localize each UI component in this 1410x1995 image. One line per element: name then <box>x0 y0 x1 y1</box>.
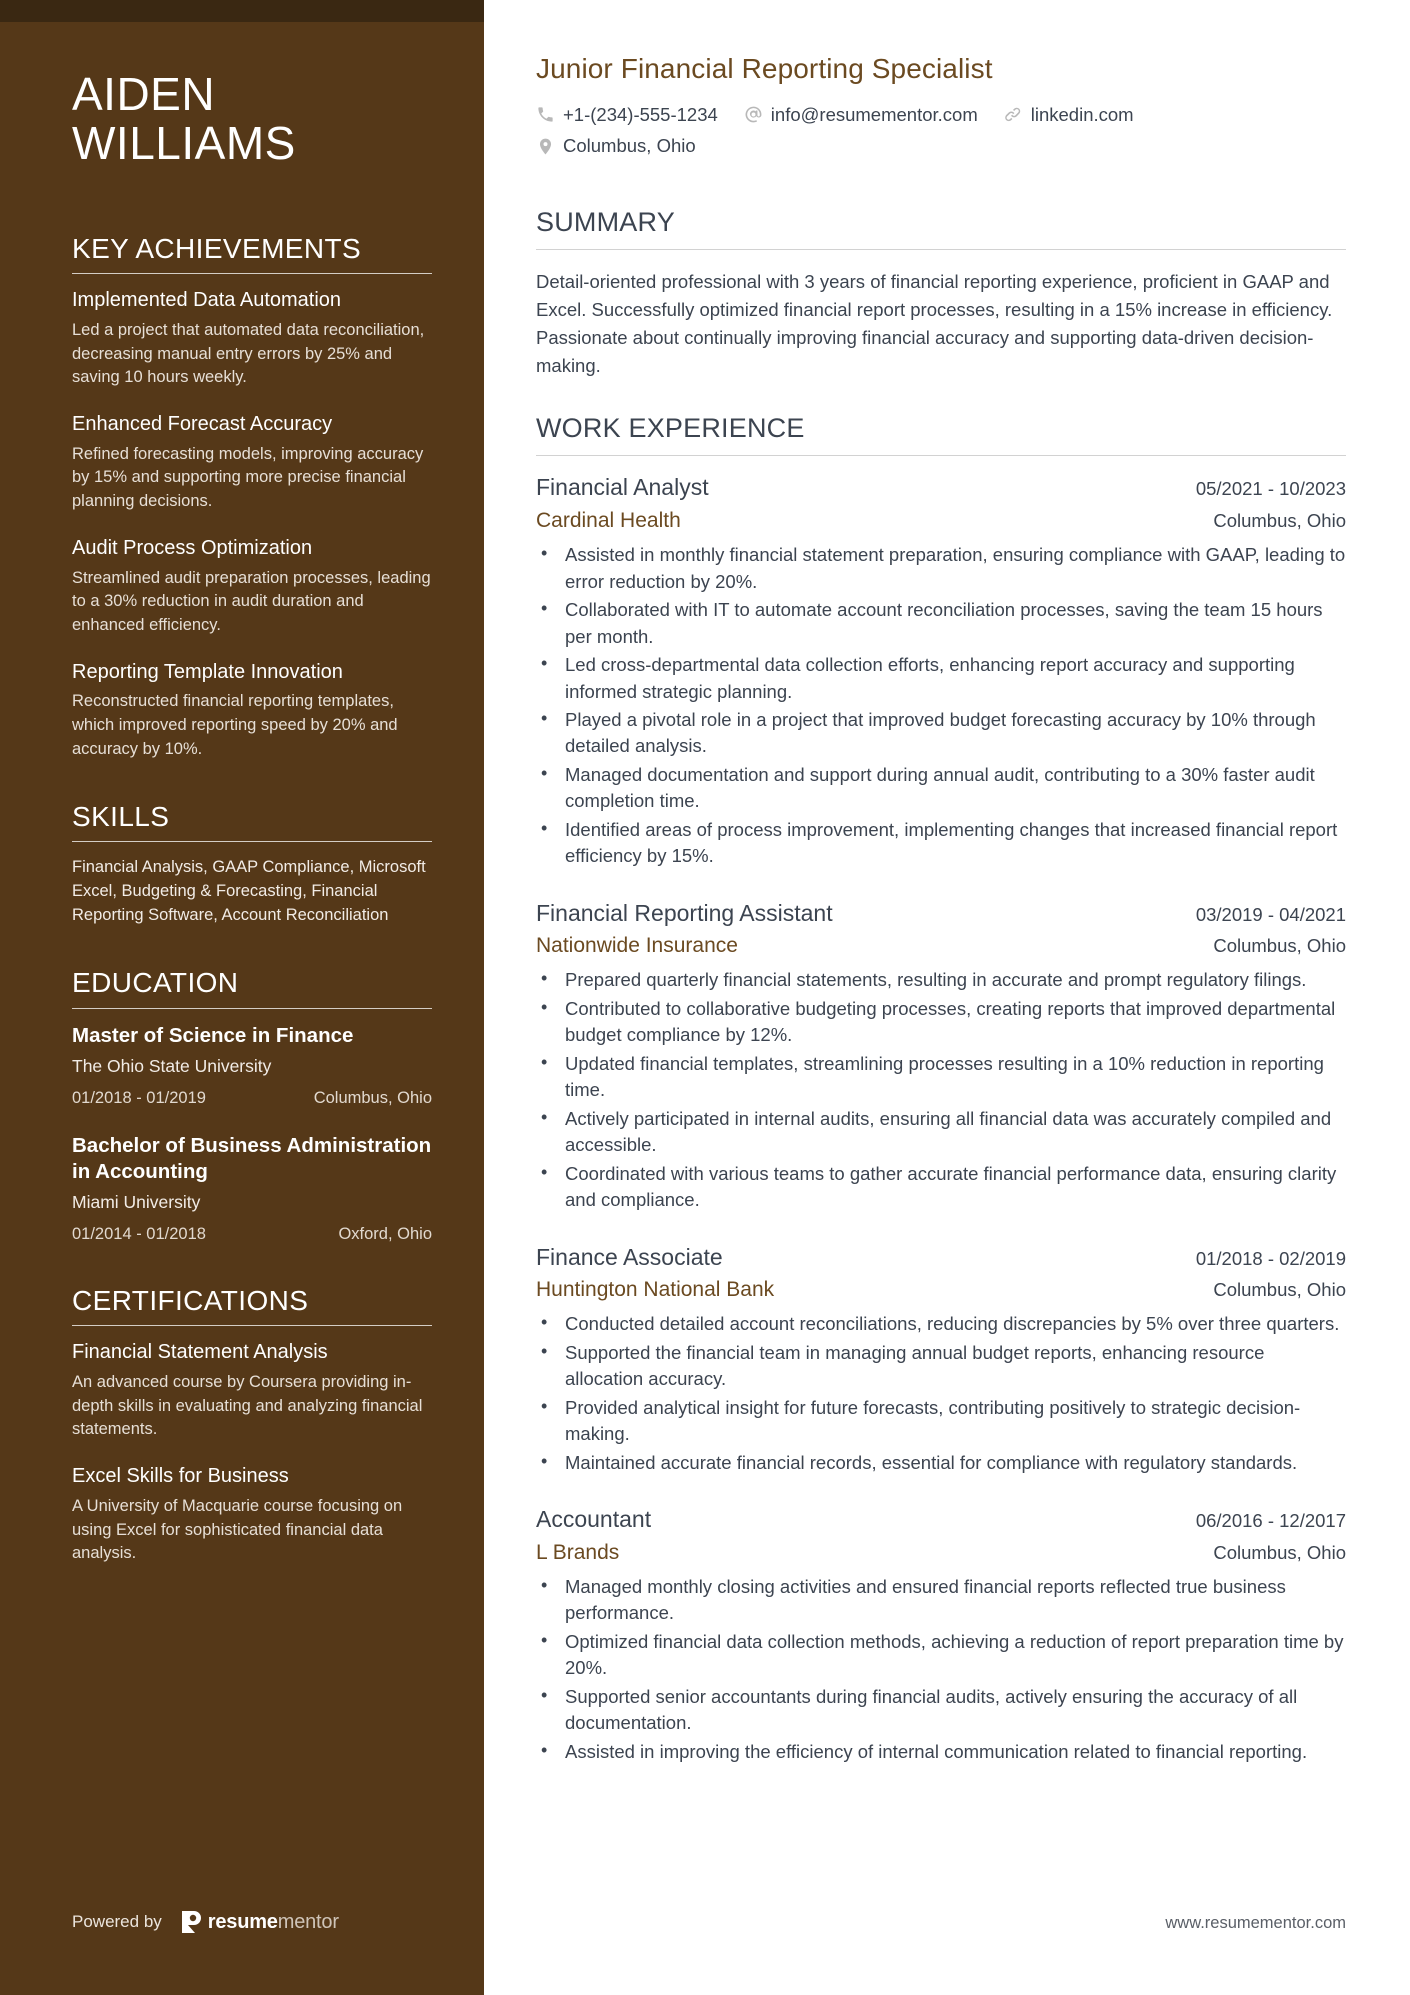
achievement-description: Refined forecasting models, improving accuracy by 15% and supporting more precise financial planning decisions. <box>72 444 424 511</box>
brand-bold-text: resume <box>207 1911 278 1933</box>
skills-list: Financial Analysis, GAAP Compliance, Microsoft Excel, Budgeting & Forecasting, Financial Reporting Software, Account Reconciliation <box>72 858 426 924</box>
skills-heading: SKILLS <box>72 800 170 832</box>
candidate-name <box>72 70 432 168</box>
experience-bullet: • Collaborated with IT to automate account reconciliation processes, saving the team 15 hours per month. <box>536 597 1346 650</box>
contact-phone[interactable] <box>536 102 718 128</box>
education-heading: EDUCATION <box>72 966 239 998</box>
sidebar <box>0 0 484 1995</box>
experience-company-row <box>536 1540 1346 1565</box>
sidebar-top-strip <box>0 0 484 22</box>
link-icon <box>1004 105 1023 124</box>
experience-bullet: • Contributed to collaborative budgeting processes, creating reports that improved departmental budget compliance by 12%. <box>536 996 1346 1049</box>
education-dates: 01/2014 - 01/2018 <box>72 1225 206 1244</box>
experience-bullet: • Played a pivotal role in a project that improved budget forecasting accuracy by 10% through detailed analysis. <box>536 707 1346 760</box>
experience-bullets <box>536 1311 1346 1476</box>
achievement-title: Audit Process Optimization <box>72 536 313 559</box>
achievement-description: Streamlined audit preparation processes, leading to a 30% reduction in audit duration and enhanced efficiency. <box>72 568 431 635</box>
experience-bullet: • Provided analytical insight for future forecasts, contributing positively to strategic decision-making. <box>536 1395 1346 1448</box>
experience-role: Financial Analyst <box>536 474 709 501</box>
experience-bullet: • Assisted in improving the efficiency of internal communication related to financial reporting. <box>536 1739 1346 1765</box>
certifications-heading: CERTIFICATIONS <box>72 1284 309 1316</box>
experience-company-row <box>536 1277 1346 1302</box>
section-education <box>72 968 432 1246</box>
contact-info <box>536 102 1346 160</box>
website-footer: www.resumementor.com <box>1165 1914 1346 1932</box>
section-skills <box>72 802 432 928</box>
work-experience-divider <box>536 455 1346 456</box>
contact-phone-value: +1-(234)-555-1234 <box>563 103 718 125</box>
section-work-experience <box>536 413 1346 1765</box>
key-achievements-divider <box>72 273 432 274</box>
experience-company: L Brands <box>536 1540 620 1564</box>
certifications-divider <box>72 1325 432 1326</box>
contact-email-value: info@resumementor.com <box>770 103 978 125</box>
experience-location: Columbus, Ohio <box>1213 1541 1346 1563</box>
education-school: Miami University <box>72 1192 201 1213</box>
phone-icon <box>536 105 555 124</box>
work-experience-heading: WORK EXPERIENCE <box>536 413 805 444</box>
achievement-description: Led a project that automated data reconciliation, decreasing manual entry errors by 25% and saving 10 hours weekly. <box>72 320 425 387</box>
achievement-item <box>72 412 432 514</box>
education-location: Oxford, Ohio <box>338 1225 432 1244</box>
experience-title-row <box>536 474 1346 502</box>
experience-bullet: • Prepared quarterly financial statements, resulting in accurate and prompt regulatory filings. <box>536 967 1346 993</box>
education-divider <box>72 1008 432 1009</box>
certification-description: A University of Macquarie course focusing on using Excel for sophisticated financial data analysis. <box>72 1496 403 1563</box>
experience-item <box>536 474 1346 869</box>
experience-bullets <box>536 1574 1346 1765</box>
candidate-last-name: WILLIAMS <box>72 116 296 169</box>
summary-text: Detail-oriented professional with 3 years of financial reporting experience, proficient in GAAP and Excel. Successfully optimized financial report processes, resulting in a 15% increase in efficiency. Passionate about continually improving financial accuracy and supporting data-driven decision-making. <box>536 271 1333 376</box>
experience-bullet: • Managed monthly closing activities and ensured financial reports reflected true business performance. <box>536 1574 1346 1627</box>
education-meta <box>72 1088 432 1109</box>
section-summary <box>536 207 1346 379</box>
certification-item <box>72 1340 432 1442</box>
education-item <box>72 1133 432 1245</box>
contact-location <box>536 133 696 159</box>
experience-bullet: • Led cross-departmental data collection efforts, enhancing report accuracy and supporting informed strategic planning. <box>536 652 1346 705</box>
experience-title-row <box>536 1506 1346 1534</box>
achievement-description: Reconstructed financial reporting templates, which improved reporting speed by 20% and accuracy by 10%. <box>72 692 398 758</box>
certification-title: Excel Skills for Business <box>72 1465 289 1488</box>
experience-bullet: • Supported senior accountants during financial audits, actively ensuring the accuracy of all documentation. <box>536 1684 1346 1737</box>
experience-company-row <box>536 933 1346 958</box>
experience-title-row <box>536 1244 1346 1272</box>
experience-item <box>536 900 1346 1214</box>
main-column <box>484 0 1410 1995</box>
experience-item <box>536 1506 1346 1765</box>
contact-row-secondary <box>536 133 1346 159</box>
education-meta <box>72 1224 432 1245</box>
achievement-item <box>72 536 432 638</box>
section-key-achievements <box>72 234 432 762</box>
certification-description: An advanced course by Coursera providing in-depth skills in evaluating and analyzing financial statements. <box>72 1372 423 1439</box>
experience-bullet: • Managed documentation and support during annual audit, contributing to a 30% faster audit completion time. <box>536 762 1346 815</box>
certification-item <box>72 1464 432 1566</box>
certification-title: Financial Statement Analysis <box>72 1341 328 1364</box>
experience-bullet: • Conducted detailed account reconciliations, reducing discrepancies by 5% over three quarters. <box>536 1311 1346 1337</box>
education-item <box>72 1023 432 1110</box>
contact-link[interactable] <box>1004 102 1134 128</box>
experience-company: Huntington National Bank <box>536 1278 775 1302</box>
summary-heading: SUMMARY <box>536 207 675 238</box>
experience-dates: 03/2019 - 04/2021 <box>1195 903 1346 925</box>
education-location: Columbus, Ohio <box>313 1088 432 1107</box>
summary-divider <box>536 249 1346 250</box>
education-dates: 01/2018 - 01/2019 <box>72 1088 206 1107</box>
experience-role: Accountant <box>536 1506 652 1533</box>
experience-company-row <box>536 508 1346 533</box>
experience-item <box>536 1244 1346 1477</box>
experience-role: Finance Associate <box>536 1243 723 1270</box>
contact-location-value: Columbus, Ohio <box>563 135 696 157</box>
experience-bullets <box>536 542 1346 869</box>
achievement-title: Implemented Data Automation <box>72 289 342 312</box>
experience-company: Cardinal Health <box>536 509 681 533</box>
education-degree: Bachelor of Business Administration in Accounting <box>72 1134 432 1183</box>
achievement-title: Reporting Template Innovation <box>72 660 343 683</box>
experience-bullet: • Identified areas of process improvement, implementing changes that increased financial report efficiency by 15%. <box>536 817 1346 870</box>
powered-by-label: Powered by <box>72 1912 162 1931</box>
resumementor-logo <box>182 1911 339 1933</box>
experience-title-row <box>536 900 1346 928</box>
experience-bullet: • Optimized financial data collection methods, achieving a reduction of report preparation time by 20%. <box>536 1629 1346 1682</box>
experience-dates: 06/2016 - 12/2017 <box>1195 1510 1346 1532</box>
experience-bullet: • Actively participated in internal audits, ensuring all financial data was accurately compiled and accessible. <box>536 1106 1346 1159</box>
achievement-title: Enhanced Forecast Accuracy <box>72 413 333 436</box>
experience-location: Columbus, Ohio <box>1213 1279 1346 1301</box>
achievement-item <box>72 660 432 762</box>
education-school: The Ohio State University <box>72 1056 272 1077</box>
experience-bullet: • Supported the financial team in managing annual budget reports, enhancing resource allocation accuracy. <box>536 1340 1346 1393</box>
experience-bullet: • Coordinated with various teams to gather accurate financial performance data, ensuring clarity and compliance. <box>536 1161 1346 1214</box>
education-degree: Master of Science in Finance <box>72 1023 354 1047</box>
experience-location: Columbus, Ohio <box>1213 510 1346 532</box>
section-certifications <box>72 1286 432 1566</box>
experience-dates: 01/2018 - 02/2019 <box>1195 1247 1346 1269</box>
at-icon <box>744 105 763 124</box>
brand-light-text: mentor <box>277 1911 339 1933</box>
experience-location: Columbus, Ohio <box>1213 935 1346 957</box>
candidate-first-name: AIDEN <box>72 68 216 120</box>
contact-row-primary <box>536 102 1346 128</box>
experience-bullet: • Maintained accurate financial records, essential for compliance with regulatory standards. <box>536 1450 1346 1476</box>
contact-email[interactable] <box>744 102 978 128</box>
experience-bullet: • Assisted in monthly financial statement preparation, ensuring compliance with GAAP, leading to error reduction by 20%. <box>536 542 1346 595</box>
experience-bullets <box>536 967 1346 1213</box>
experience-role: Financial Reporting Assistant <box>536 899 833 926</box>
resumementor-wordmark <box>208 1912 339 1932</box>
experience-company: Nationwide Insurance <box>536 934 738 958</box>
headline-job-title: Junior Financial Reporting Specialist <box>536 53 993 84</box>
sidebar-footer <box>72 1911 339 1933</box>
skills-divider <box>72 841 432 842</box>
resumementor-r-icon <box>182 1911 201 1933</box>
location-pin-icon <box>536 137 555 156</box>
achievement-item <box>72 288 432 390</box>
experience-dates: 05/2021 - 10/2023 <box>1195 478 1346 500</box>
contact-link-value: linkedin.com <box>1030 103 1134 125</box>
experience-bullet: • Updated financial templates, streamlining processes resulting in a 10% reduction in reporting time. <box>536 1051 1346 1104</box>
key-achievements-heading: KEY ACHIEVEMENTS <box>72 232 362 264</box>
